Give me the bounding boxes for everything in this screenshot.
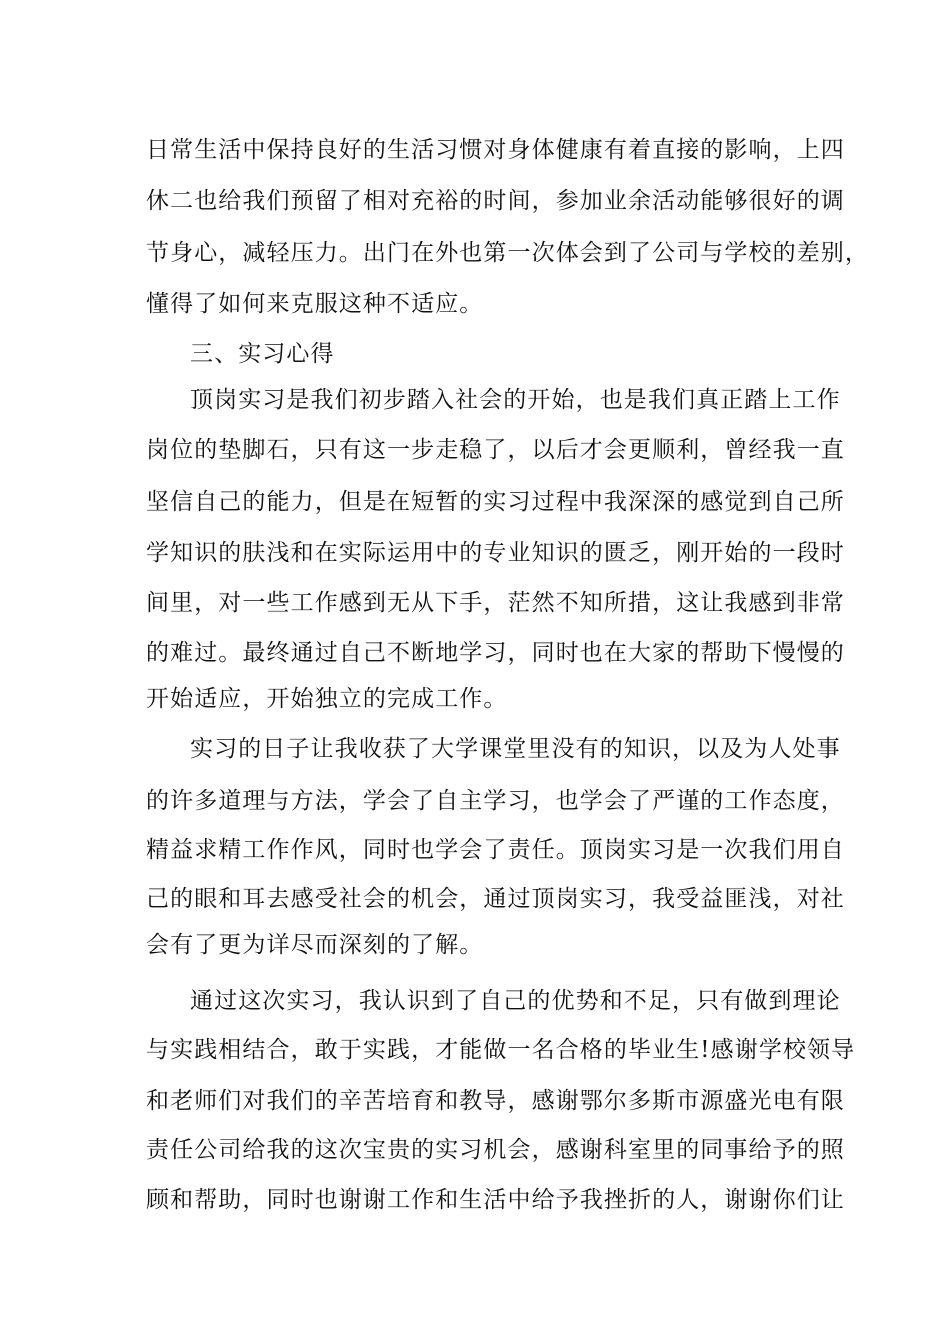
text-line-20: 和老师们对我们的辛苦培育和教导，感谢鄂尔多斯市源盛光电有限 xyxy=(146,1088,845,1114)
text-line-13: 实习的日子让我收获了大学课堂里没有的知识，以及为人处事 xyxy=(190,736,841,762)
text-line-17: 会有了更为详尽而深刻的了解。 xyxy=(146,932,484,958)
text-line-2: 休二也给我们预留了相对充裕的时间，参加业余活动能够很好的调 xyxy=(146,188,845,214)
text-line-7: 岗位的垫脚石，只有这一步走稳了，以后才会更顺利，曾经我一直 xyxy=(146,437,845,463)
text-line-1: 日常生活中保持良好的生活习惯对身体健康有着直接的影响，上四 xyxy=(146,137,845,163)
text-line-21: 责任公司给我的这次宝贵的实习机会，感谢科室里的同事给予的照 xyxy=(146,1137,845,1163)
text-line-19: 与实践相结合，敢于实践，才能做一名合格的毕业生!感谢学校领导 xyxy=(146,1037,856,1063)
section-heading: 三、实习心得 xyxy=(190,341,335,367)
text-line-14: 的许多道理与方法，学会了自主学习，也学会了严谨的工作态度， xyxy=(146,788,845,814)
text-line-15: 精益求精工作作风，同时也学会了责任。顶岗实习是一次我们用自 xyxy=(146,837,845,863)
text-line-3: 节身心，减轻压力。出门在外也第一次体会到了公司与学校的差别， xyxy=(146,240,869,266)
text-line-4: 懂得了如何来克服这种不适应。 xyxy=(146,291,484,317)
text-line-12: 开始适应，开始独立的完成工作。 xyxy=(146,686,508,712)
text-line-18: 通过这次实习，我认识到了自己的优势和不足，只有做到理论 xyxy=(190,988,841,1014)
text-line-10: 间里，对一些工作感到无从下手，茫然不知所措，这让我感到非常 xyxy=(146,590,845,616)
text-line-11: 的难过。最终通过自己不断地学习，同时也在大家的帮助下慢慢的 xyxy=(146,640,845,666)
text-line-16: 己的眼和耳去感受社会的机会，通过顶岗实习，我受益匪浅，对社 xyxy=(146,886,845,912)
text-line-6: 顶岗实习是我们初步踏入社会的开始，也是我们真正踏上工作 xyxy=(190,387,841,413)
text-line-22: 顾和帮助，同时也谢谢工作和生活中给予我挫折的人，谢谢你们让 xyxy=(146,1187,845,1213)
text-line-8: 坚信自己的能力，但是在短暂的实习过程中我深深的感觉到自己所 xyxy=(146,489,845,515)
text-line-9: 学知识的肤浅和在实际运用中的专业知识的匮乏，刚开始的一段时 xyxy=(146,540,845,566)
